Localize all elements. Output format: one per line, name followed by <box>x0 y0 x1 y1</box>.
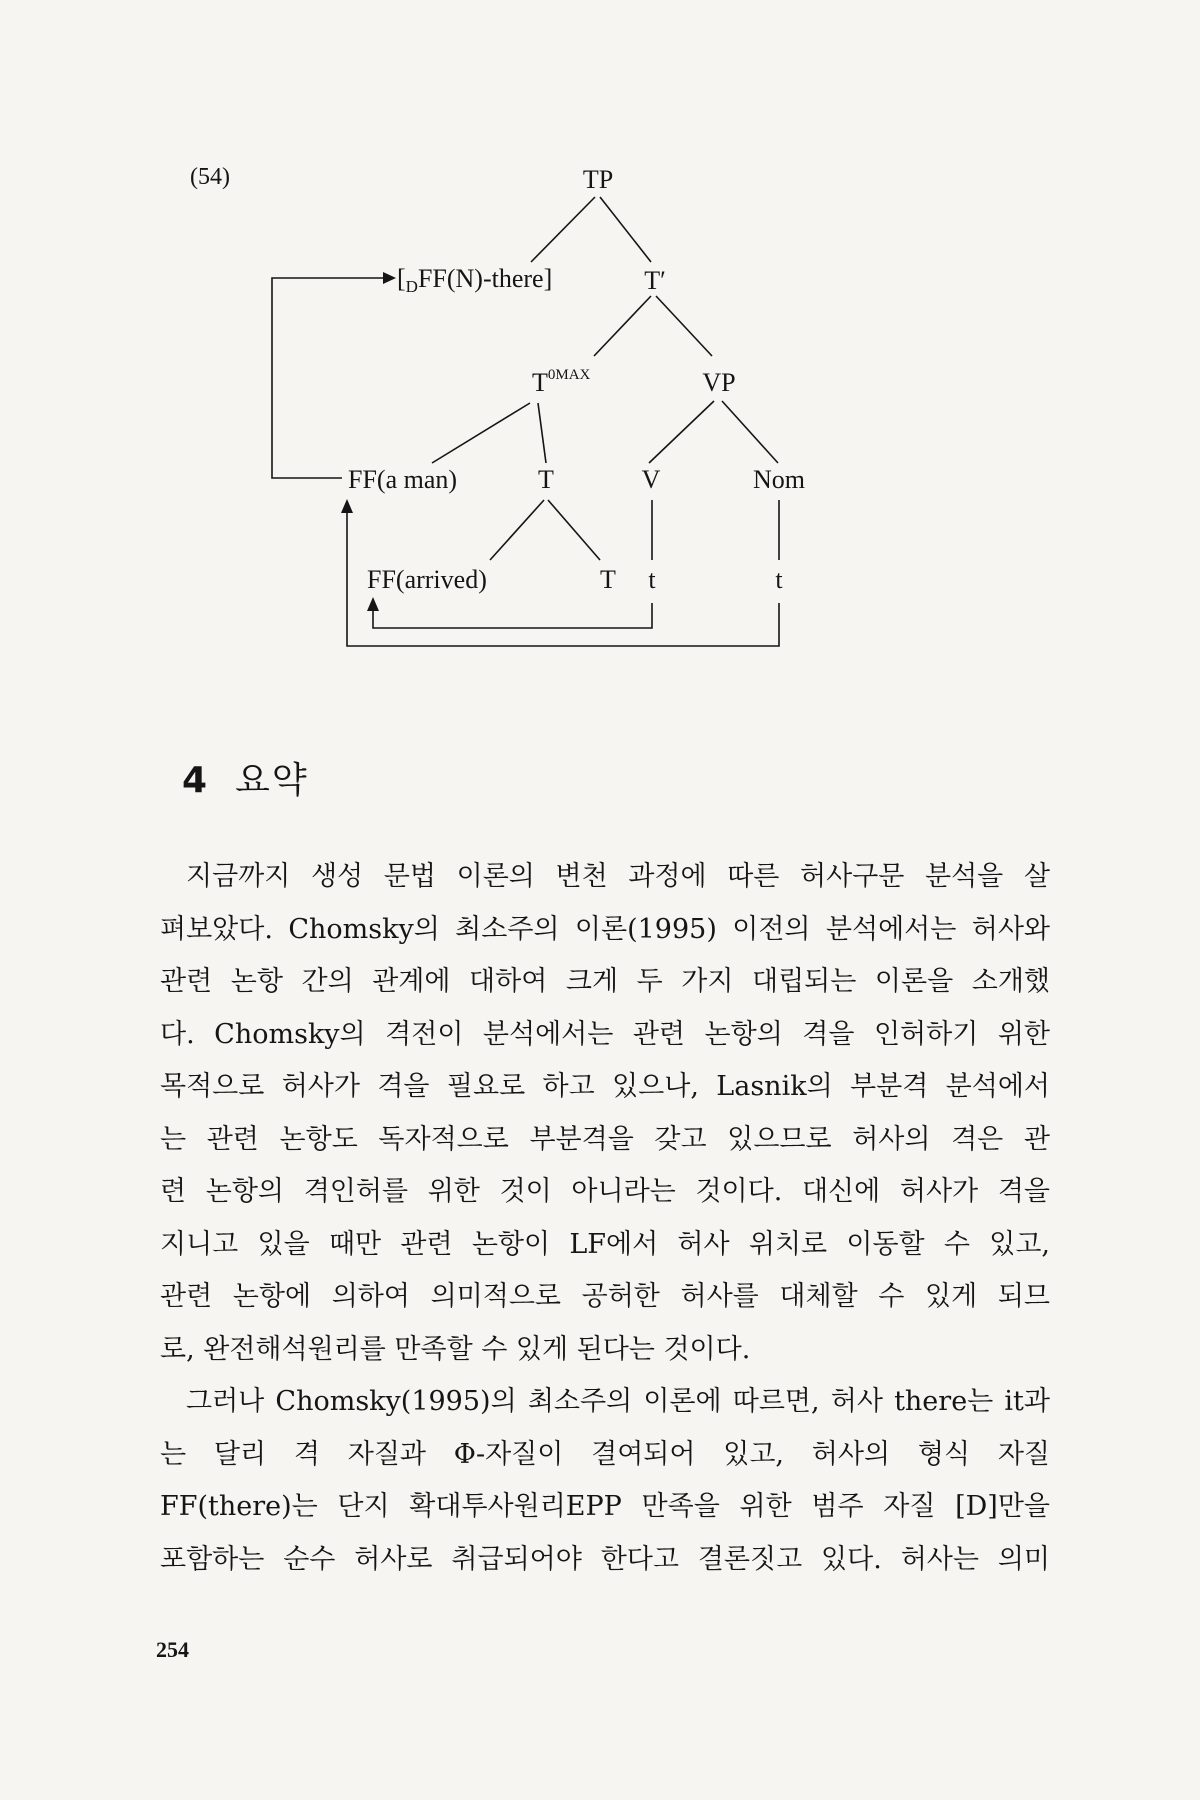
text-line: 다. Chomsky의 격전이 분석에서는 관련 논항의 격을 인허하기 위한 <box>160 1018 1050 1050</box>
text-line: 펴보았다. Chomsky의 최소주의 이론(1995) 이전의 분석에서는 허사와 <box>160 913 1050 945</box>
branch-vp-left <box>649 401 714 463</box>
section-number: 4 <box>182 760 210 801</box>
text-line: 련 논항의 격인허를 위한 것이 아니라는 것이다. 대신에 허사가 격을 <box>160 1176 1050 1207</box>
body-text <box>160 851 1050 1586</box>
text-line: 지금까지 생성 문법 이론의 변천 과정에 따른 허사구문 분석을 살 <box>186 861 1050 892</box>
branch-tp-left <box>531 197 595 262</box>
branch-t-right <box>548 500 600 560</box>
text-line: FF(there)는 단지 확대투사원리EPP 만족을 위한 범주 자질 [D]만을 <box>160 1491 1050 1522</box>
branch-tbar-left <box>594 296 651 356</box>
movement-line-ff-a-man <box>272 278 390 478</box>
movement-line-v <box>373 603 652 628</box>
branch-tp-right <box>600 197 651 262</box>
node-vp: VP <box>702 368 736 397</box>
text-line: 목적으로 허사가 격을 필요로 하고 있으나, Lasnik의 부분격 분석에서 <box>160 1071 1050 1102</box>
node-ff-a-man: FF(a man) <box>348 465 458 494</box>
branch-vp-right <box>722 401 778 463</box>
branch-t0max-left <box>432 403 530 463</box>
page-number: 254 <box>156 1637 189 1662</box>
trace-nom: t <box>775 565 783 594</box>
section-heading <box>182 752 309 803</box>
branch-t0max-right <box>538 403 546 463</box>
node-t0max: $T^{0MAX}$ <box>532 367 591 397</box>
section-title: 요약 <box>235 760 309 801</box>
node-t-inner: T <box>600 565 616 594</box>
branch-tbar-right <box>656 296 712 356</box>
node-t-bar: T′ <box>644 266 666 295</box>
text-line: 는 달리 격 자질과 Φ-자질이 결여되어 있고, 허사의 형식 자질 <box>160 1438 1050 1470</box>
node-tp: TP <box>582 165 614 194</box>
text-line: 지니고 있을 때만 관련 논항이 LF에서 허사 위치로 이동할 수 있고, <box>160 1228 1050 1260</box>
example-number: (54) <box>190 164 230 190</box>
text-line: 관련 논항 간의 관계에 대하여 크게 두 가지 대립되는 이론을 소개했 <box>160 966 1050 997</box>
node-spec-there: [DFF(N)-there] <box>397 264 553 296</box>
branch-t-left <box>490 500 544 560</box>
arrowhead-to-ff-arrived <box>367 597 379 611</box>
text-line: 포함하는 순수 허사로 취급되어야 한다고 결론짓고 있다. 허사는 의미 <box>160 1543 1050 1575</box>
trace-v: t <box>648 565 656 594</box>
text-line: 그러나 Chomsky(1995)의 최소주의 이론에 따르면, 허사 there는 it과 <box>186 1386 1050 1417</box>
arrowhead-to-spec <box>383 272 396 284</box>
node-ff-arrived: FF(arrived) <box>367 565 487 594</box>
node-t-head: T <box>538 465 554 494</box>
syntax-tree-diagram <box>0 0 1200 700</box>
text-line: 관련 논항에 의하여 의미적으로 공허한 허사를 대체할 수 있게 되므 <box>160 1281 1050 1312</box>
node-v: V <box>641 465 661 494</box>
arrowhead-to-ff-a-man <box>341 499 353 513</box>
node-nom: Nom <box>753 465 805 494</box>
text-line: 는 관련 논항도 독자적으로 부분격을 갖고 있으므로 허사의 격은 관 <box>160 1123 1050 1155</box>
text-line: 로, 완전해석원리를 만족할 수 있게 된다는 것이다. <box>160 1333 751 1365</box>
